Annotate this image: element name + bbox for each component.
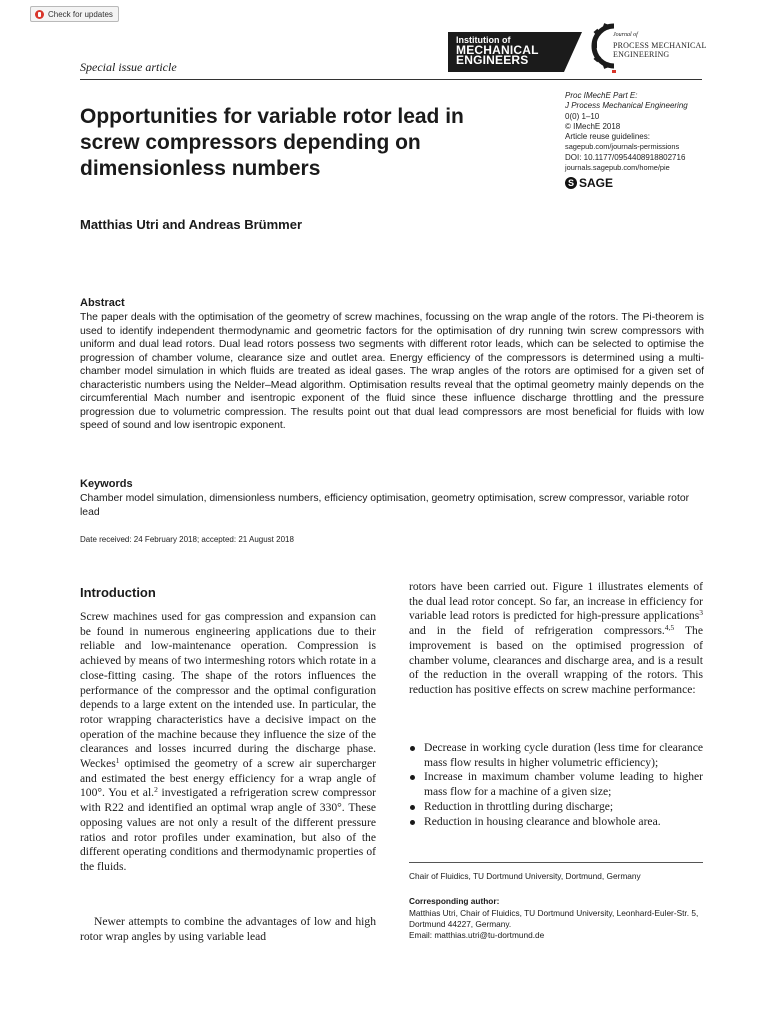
imeche-logo: [448, 32, 582, 72]
list-item: Decrease in working cycle duration (less time for clearance mass flow results in higher volumetric efficiency);: [409, 741, 703, 770]
corresponding-author-address: Matthias Utri, Chair of Fluidics, TU Dortmund University, Leonhard-Euler-Str. 5, Dortmund 44227, Germany.: [409, 908, 699, 930]
introduction-heading: Introduction: [80, 585, 156, 600]
keywords-heading: Keywords: [80, 478, 133, 490]
introduction-paragraph-right: [409, 580, 703, 698]
abstract-text: The paper deals with the optimisation of the geometry of screw machines, focussing on the wrap angle of the rotors. The Pi-theorem is used to identify independent thermodynamic and geometric factors for the optimisation of dry running twin screw compressors with uniform and dual lead rotors. Dual lead rotors possess two segments with different rotor leads, which can be selected to optimise the progression of chamber volume, clearance size and outlet area. Energy efficiency of the compressors is determined using a multi-chamber model simulation in which fluids are treated as ideal gases. The wrap angles of the rotors are optimised for a given set of characteristic numbers using the Nelder–Mead algorithm. Optimisation results reveal that the optimal geometry mainly depends on the circumferential Mach number and isentropic exponent of the fluid since these influence discharge throttling and the pressure progression due to volumetric compression. The results point out that dual lead compressors are most beneficial for fluids with low speed of sound and low isentropic exponent.: [80, 312, 704, 431]
article-metadata: [565, 91, 688, 189]
journal-name: J Process Mechanical Engineering: [565, 101, 688, 111]
copyright: © IMechE 2018: [565, 121, 621, 131]
right-text-b: and in the field of refrigeration compressors.: [409, 624, 665, 638]
citation-1[interactable]: 1: [115, 756, 120, 766]
journal-pages: 0(0) 1–10: [565, 111, 600, 121]
corresponding-author-email[interactable]: Email: matthias.utri@tu-dortmund.de: [409, 930, 545, 941]
intro-p1-text-a: Screw machines used for gas compression and expansion can be found in numerous engineering applications due to their reliable and low-maintenance operation. Compression is achieved by means of two intermeshing rotors which rotate in a close-fitting casing. The shape of the rotors influences the performance of the compressor and the optimal configuration depends to a large extent on the intended use. In particular, the rotor wrapping characteristics have a decisive impact on the operation of the machine because they influence the size of the clearances and losses incurred during the discharge phase. Weckes: [80, 610, 376, 771]
citation-3[interactable]: 3: [699, 608, 703, 618]
list-item: Reduction in throttling during discharge;: [409, 800, 703, 815]
imeche-logo-line2: MECHANICAL: [456, 43, 539, 57]
journal-logo-line1: PROCESS MECHANICAL: [613, 41, 707, 50]
introduction-paragraph-1: [80, 610, 376, 875]
list-item: Reduction in housing clearance and blowhole area.: [409, 815, 703, 830]
keywords-text: Chamber model simulation, dimensionless numbers, efficiency optimisation, geometry optimisation, screw compressor, variable rotor lead: [80, 493, 690, 518]
affiliation: Chair of Fluidics, TU Dortmund University, Dortmund, Germany: [409, 871, 641, 881]
crossmark-icon: [35, 10, 44, 19]
authors: Matthias Utri and Andreas Brümmer: [80, 217, 303, 232]
reuse-label: Article reuse guidelines:: [565, 132, 650, 142]
journal-part: Proc IMechE Part E:: [565, 91, 638, 100]
corresponding-author-heading: Corresponding author:: [409, 896, 500, 906]
citation-2[interactable]: 2: [154, 785, 158, 795]
right-text-c: The improvement is based on the optimised progression of chamber volume, clearances and discharge area, and is a result of the reduction in the overall wrapping of the rotors. This reduction has positive effects on screw machine performance:: [409, 624, 703, 696]
imeche-logo-line3: ENGINEERS: [456, 53, 529, 67]
article-title: Opportunities for variable rotor lead in screw compressors depending on dimensionless numbers: [80, 105, 464, 180]
journal-homepage-link[interactable]: journals.sagepub.com/home/pie: [565, 163, 670, 173]
journal-logo-small: Journal of: [613, 32, 638, 38]
submission-dates: Date received: 24 February 2018; accepted: 21 August 2018: [80, 535, 294, 544]
intro-p1-text-c: investigated a refrigeration screw compressor with R22 and identified an optimal wrap angle of 330°. These opposing values are not only a result of the different pressure ratios and rotor profiles under examination, but also of the different operating conditions and thermodynamic properties of the fluids.: [80, 786, 376, 873]
header-divider: [80, 79, 702, 80]
check-for-updates-label: Check for updates: [48, 9, 113, 19]
introduction-paragraph-2: Newer attempts to combine the advantages of low and high rotor wrap angles by using variable lead: [80, 915, 376, 943]
right-text-a: rotors have been carried out. Figure 1 illustrates elements of the dual lead rotor concept. So far, an increase in efficiency for variable lead rotors is predicted for high-pressure applications: [409, 580, 703, 623]
list-item: Increase in maximum chamber volume leading to higher mass flow for a machine of a given size;: [409, 770, 703, 799]
corresponding-author-details: [409, 908, 705, 942]
journal-logo-line2: ENGINEERING: [613, 50, 670, 59]
article-type: Special issue article: [80, 60, 177, 74]
affiliation-divider: [409, 862, 703, 863]
check-for-updates-button[interactable]: [30, 6, 119, 22]
sage-logo-text: SAGE: [579, 176, 614, 191]
benefits-list: [409, 741, 703, 829]
doi[interactable]: DOI: 10.1177/0954408918802716: [565, 152, 686, 162]
intro-p1-text-b: optimised the geometry of a screw air supercharger and estimated the best energy efficiency for a wrap angle of 100°. You et al.: [80, 757, 376, 800]
reuse-link[interactable]: sagepub.com/journals-permissions: [565, 142, 680, 152]
journal-logo: [590, 22, 710, 74]
imeche-logo-line1: Institution of: [456, 35, 511, 45]
citation-4-5[interactable]: 4,5: [664, 623, 675, 633]
sage-logo: [565, 177, 688, 189]
abstract-heading: Abstract: [80, 297, 125, 309]
sage-s-icon: S: [565, 177, 577, 189]
